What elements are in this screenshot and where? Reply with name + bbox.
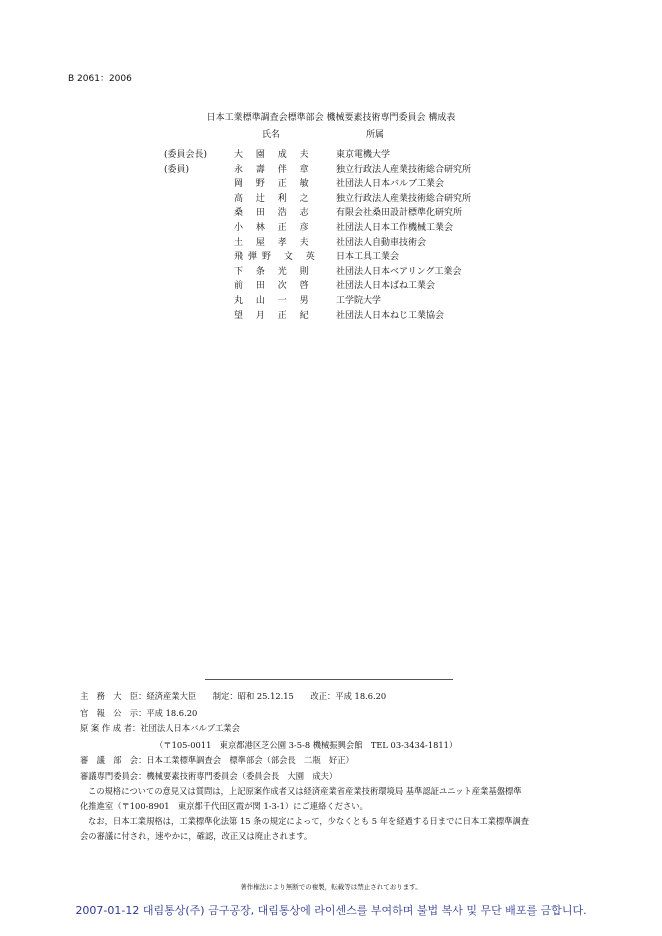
committee-member-row [0,249,662,264]
member-name: 高 辻 利 之 [234,193,314,204]
footer-minister-line: 主 務 大 臣：経済産業大臣 制定：昭和 25.12.15 改正：平成 18.6.20 [80,691,387,701]
committee-member-row [0,264,662,279]
member-affiliation: 独立行政法人産業技術総合研究所 [336,193,472,204]
committee-member-row [0,278,662,293]
column-header-name: 氏名 [262,130,281,140]
footer-drafter-line: 原 案 作 成 者：社団法人日本バルブ工業会 [80,723,240,733]
member-role: (委員会長) [164,150,208,160]
member-affiliation: 社団法人日本ねじ工業協会 [336,310,445,321]
footer-inquiry-line: この規格についての意見又は質問は，上記原案作成者又は経済産業省産業技術環境局 基準認証ユニット産業基盤標準 [88,786,522,796]
license-watermark: 2007-01-12 대림통상(주) 금구공장, 대림통상에 라이센스를 부여하며 불법 복사 및 무단 배포를 금합니다. [75,904,587,917]
member-name: 前 田 次 啓 [234,281,314,292]
member-role: (委員) [164,164,190,175]
committee-member-row [0,220,662,235]
committee-member-row [0,308,662,323]
member-affiliation: 有限会社桑田設計標準化研究所 [336,208,463,219]
member-affiliation: 工学院大学 [336,296,382,306]
member-affiliation: 社団法人日本ベアリング工業会 [336,266,462,277]
footer-committee-line: 審議専門委員会：機械要素技術専門委員会（委員会長 大園 成夫） [80,771,338,781]
committee-member-row [0,162,662,177]
footer-council-line: 審 議 部 会：日本工業標準調査会 標準部会（部会長 二瓶 好正） [80,755,354,765]
member-name: 下 条 光 則 [234,266,314,277]
footer-gazette-line: 官 報 公 示：平成 18.6.20 [80,708,198,718]
member-affiliation: 日本工具工業会 [336,252,400,263]
committee-table-title: 日本工業標準調査会標準部会 機械要素技術専門委員会 構成表 [206,113,456,123]
member-name: 小 林 正 彦 [234,223,314,233]
member-name: 永 壽 伴 章 [234,164,314,175]
footer-drafter-address: （〒105-0011 東京都港区芝公園 3-5-8 機械振興会館 TEL 03-3434-1811） [155,740,458,750]
committee-member-row [0,176,662,191]
column-header-affiliation: 所属 [366,130,385,140]
committee-member-row [0,293,662,308]
committee-member-row [0,235,662,250]
member-affiliation: 社団法人日本ばね工業会 [336,281,436,292]
member-name: 飛弾野 文 英 [234,252,320,263]
member-affiliation: 独立行政法人産業技術総合研究所 [336,164,472,175]
member-affiliation: 社団法人自動車技術会 [336,237,427,248]
footer-review-line-2: 会の審議に付され，速やかに，確認，改正又は廃止されます。 [80,831,313,841]
member-affiliation: 社団法人日本工作機械工業会 [336,223,454,233]
member-name: 土 屋 孝 夫 [234,237,314,248]
footer-divider [205,679,453,680]
member-name: 丸 山 一 男 [234,296,314,306]
member-affiliation: 東京電機大学 [336,150,391,160]
member-name: 岡 野 正 敏 [234,179,314,190]
member-name: 望 月 正 紀 [234,310,314,321]
copyright-notice: 著作権法により無断での複製，転載等は禁止されております。 [240,883,422,891]
footer-inquiry-address: 化推進室（〒100-8901 東京都千代田区霞が関 1-3-1）にご連絡ください。 [80,801,368,811]
standard-number: B 2061：2006 [68,74,132,84]
footer-review-line: なお，日本工業規格は，工業標準化法第 15 条の規定によって，少なくとも 5 年を経過する日までに日本工業標準調査 [88,816,530,826]
committee-member-row [0,147,662,162]
committee-member-row [0,191,662,206]
member-name: 桑 田 浩 志 [234,208,314,219]
member-name: 大 園 成 夫 [234,150,314,160]
member-affiliation: 社団法人日本バルブ工業会 [336,179,445,190]
committee-member-row [0,205,662,220]
